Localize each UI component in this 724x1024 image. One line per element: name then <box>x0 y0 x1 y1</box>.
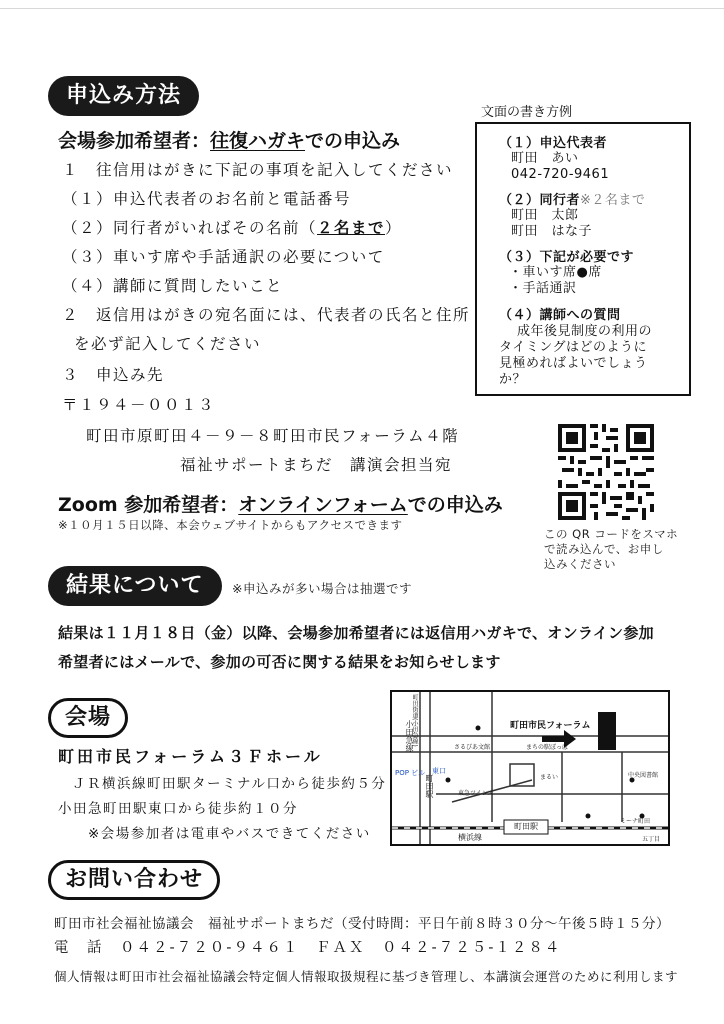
apply-heading: 申込み方法 <box>48 76 199 116</box>
result-note: ※申込みが多い場合は抽選です <box>232 581 412 596</box>
venue-map[interactable] <box>390 690 670 846</box>
apply-line: ３ 申込み先 <box>62 366 165 384</box>
sample-s3-item2: ・手話通訳 <box>509 281 577 296</box>
zoom-apply-title-bold: Zoom 参加希望者： <box>58 494 239 516</box>
map-label-odakyu: 小田急線 <box>405 720 414 752</box>
sample-s1-title: （１）申込代表者 <box>499 136 608 151</box>
apply-line: を必ず記入してください <box>74 335 262 353</box>
map-label-pole: まちの駅ぽっぽ <box>526 744 569 751</box>
qr-caption <box>544 527 678 572</box>
venue-access: 小田急町田駅東口から徒歩約１０分 <box>58 801 298 817</box>
sample-s4-title: （４）講師への質問 <box>499 308 621 323</box>
sample-s4-line: か？ <box>499 372 527 387</box>
venue-heading: 会場 <box>48 698 128 738</box>
top-rule <box>0 8 724 9</box>
map-label-marui: まるい <box>540 774 559 781</box>
venue-apply-title-rest: での申込み <box>305 130 401 152</box>
zoom-apply-title-underlined: オンラインフォーム <box>238 494 408 516</box>
sample-s1-name: 町田 あい <box>511 151 579 166</box>
map-label-godanme: 五丁目 <box>642 836 661 843</box>
recipient: 福祉サポートまちだ 講演会担当宛 <box>180 456 453 474</box>
sample-s4-line: 成年後見制度の利用の <box>517 324 653 339</box>
sample-s2-title: （２）同行者 <box>499 193 581 208</box>
qr-caption-line: で読み込んで、お申し <box>544 542 664 556</box>
apply-line-text: （２）同行者がいればその名前（ <box>62 219 318 237</box>
zoom-note: ※１０月１５日以降、本会ウェブサイトからもアクセスできます <box>58 518 403 532</box>
venue-apply-title <box>58 126 400 153</box>
apply-line: （４）講師に質問したいこと <box>62 277 284 295</box>
two-max: ２名まで <box>317 219 386 237</box>
sample-title: 文面の書き方例 <box>481 105 573 120</box>
privacy-note: 個人情報は町田市社会福祉協議会特定個人情報取扱規程に基づき管理し、本講演会運営のために利用します <box>54 969 679 984</box>
close-paren: ） <box>385 219 403 237</box>
sample-s4-line: 見極めればよいでしょう <box>499 356 648 371</box>
apply-line: １ 往信用はがきに下記の事項を記入してください <box>62 161 454 179</box>
map-label-higashiguchi: 東口 <box>432 767 446 775</box>
sample-s3-item1: ・車いす席●席 <box>509 265 602 280</box>
venue-access: ＪＲ横浜線町田駅ターミナル口から徒歩約５分 <box>72 776 387 792</box>
venue-apply-title-underlined: 往復ハガキ <box>210 130 306 152</box>
zoom-apply-title <box>58 490 503 517</box>
apply-line: ２ 返信用はがきの宛名面には、代表者の氏名と住所 <box>62 306 471 324</box>
venue-note: ※会場参加者は電車やバスできてください <box>88 826 371 842</box>
sample-s4-line: タイミングはどのように <box>499 340 647 355</box>
zoom-apply-title-rest: での申込み <box>407 494 503 516</box>
map-label-mina: ミーナ町田 <box>620 818 651 825</box>
map-label-jr-station: 町田駅 <box>514 822 538 831</box>
sample-s1-phone: 042-720-9461 <box>511 167 610 182</box>
map-label-yokohama: 横浜線 <box>458 833 482 842</box>
map-label-pop: POP ビル <box>395 769 426 777</box>
map-label-lemon: 東急ツインズ <box>458 790 494 797</box>
map-label-sakura: さるびあ文館 <box>454 744 491 751</box>
apply-line: （１）申込代表者のお名前と電話番号 <box>62 190 352 208</box>
qr-code-icon[interactable] <box>558 424 654 520</box>
map-label-odakyu-station: 町田駅 <box>425 774 434 798</box>
contact-phone: 電 話 ０４２-７２０-９４６１ ＦＡＸ ０４２-７２５-１２８４ <box>54 940 562 956</box>
sample-s2-name1: 町田 太郎 <box>511 208 579 223</box>
result-line: 結果は１１月１８日（金）以降、会場参加希望者には返信用ハガキで、オンライン参加 <box>58 624 654 642</box>
venue-apply-title-bold: 会場参加希望者： <box>58 130 211 152</box>
apply-line: （３）車いす席や手話通訳の必要について <box>62 248 385 266</box>
sample-box <box>475 122 691 396</box>
sample-s2-name2: 町田 はな子 <box>511 224 593 239</box>
address: 町田市原町田４－９－８町田市民フォーラム４階 <box>86 427 460 445</box>
venue-name: 町田市民フォーラム３Ｆホール <box>58 747 323 766</box>
sample-s2-note: ※２名まで <box>580 193 646 208</box>
apply-line <box>62 216 402 238</box>
map-label-chuo: 中央図書館 <box>628 772 659 779</box>
postal-code: 〒１９４－００１３ <box>62 396 216 414</box>
result-heading: 結果について <box>48 566 222 606</box>
sample-s3-title: （３）下記が必要です <box>499 250 635 265</box>
qr-caption-line: この QR コードをスマホ <box>544 527 679 541</box>
map-label-forum: 町田市民フォーラム <box>510 721 591 731</box>
result-line: 希望者にはメールで、参加の可否に関する結果をお知らせします <box>58 653 501 671</box>
contact-heading: お問い合わせ <box>48 860 220 900</box>
map-label-line-name: 町田街道(小田急線) <box>411 694 418 747</box>
qr-caption-line: 込みください <box>544 557 616 571</box>
contact-org: 町田市社会福祉協議会 福祉サポートまちだ（受付時間：平日午前８時３０分～午後５時１５分） <box>54 916 670 932</box>
